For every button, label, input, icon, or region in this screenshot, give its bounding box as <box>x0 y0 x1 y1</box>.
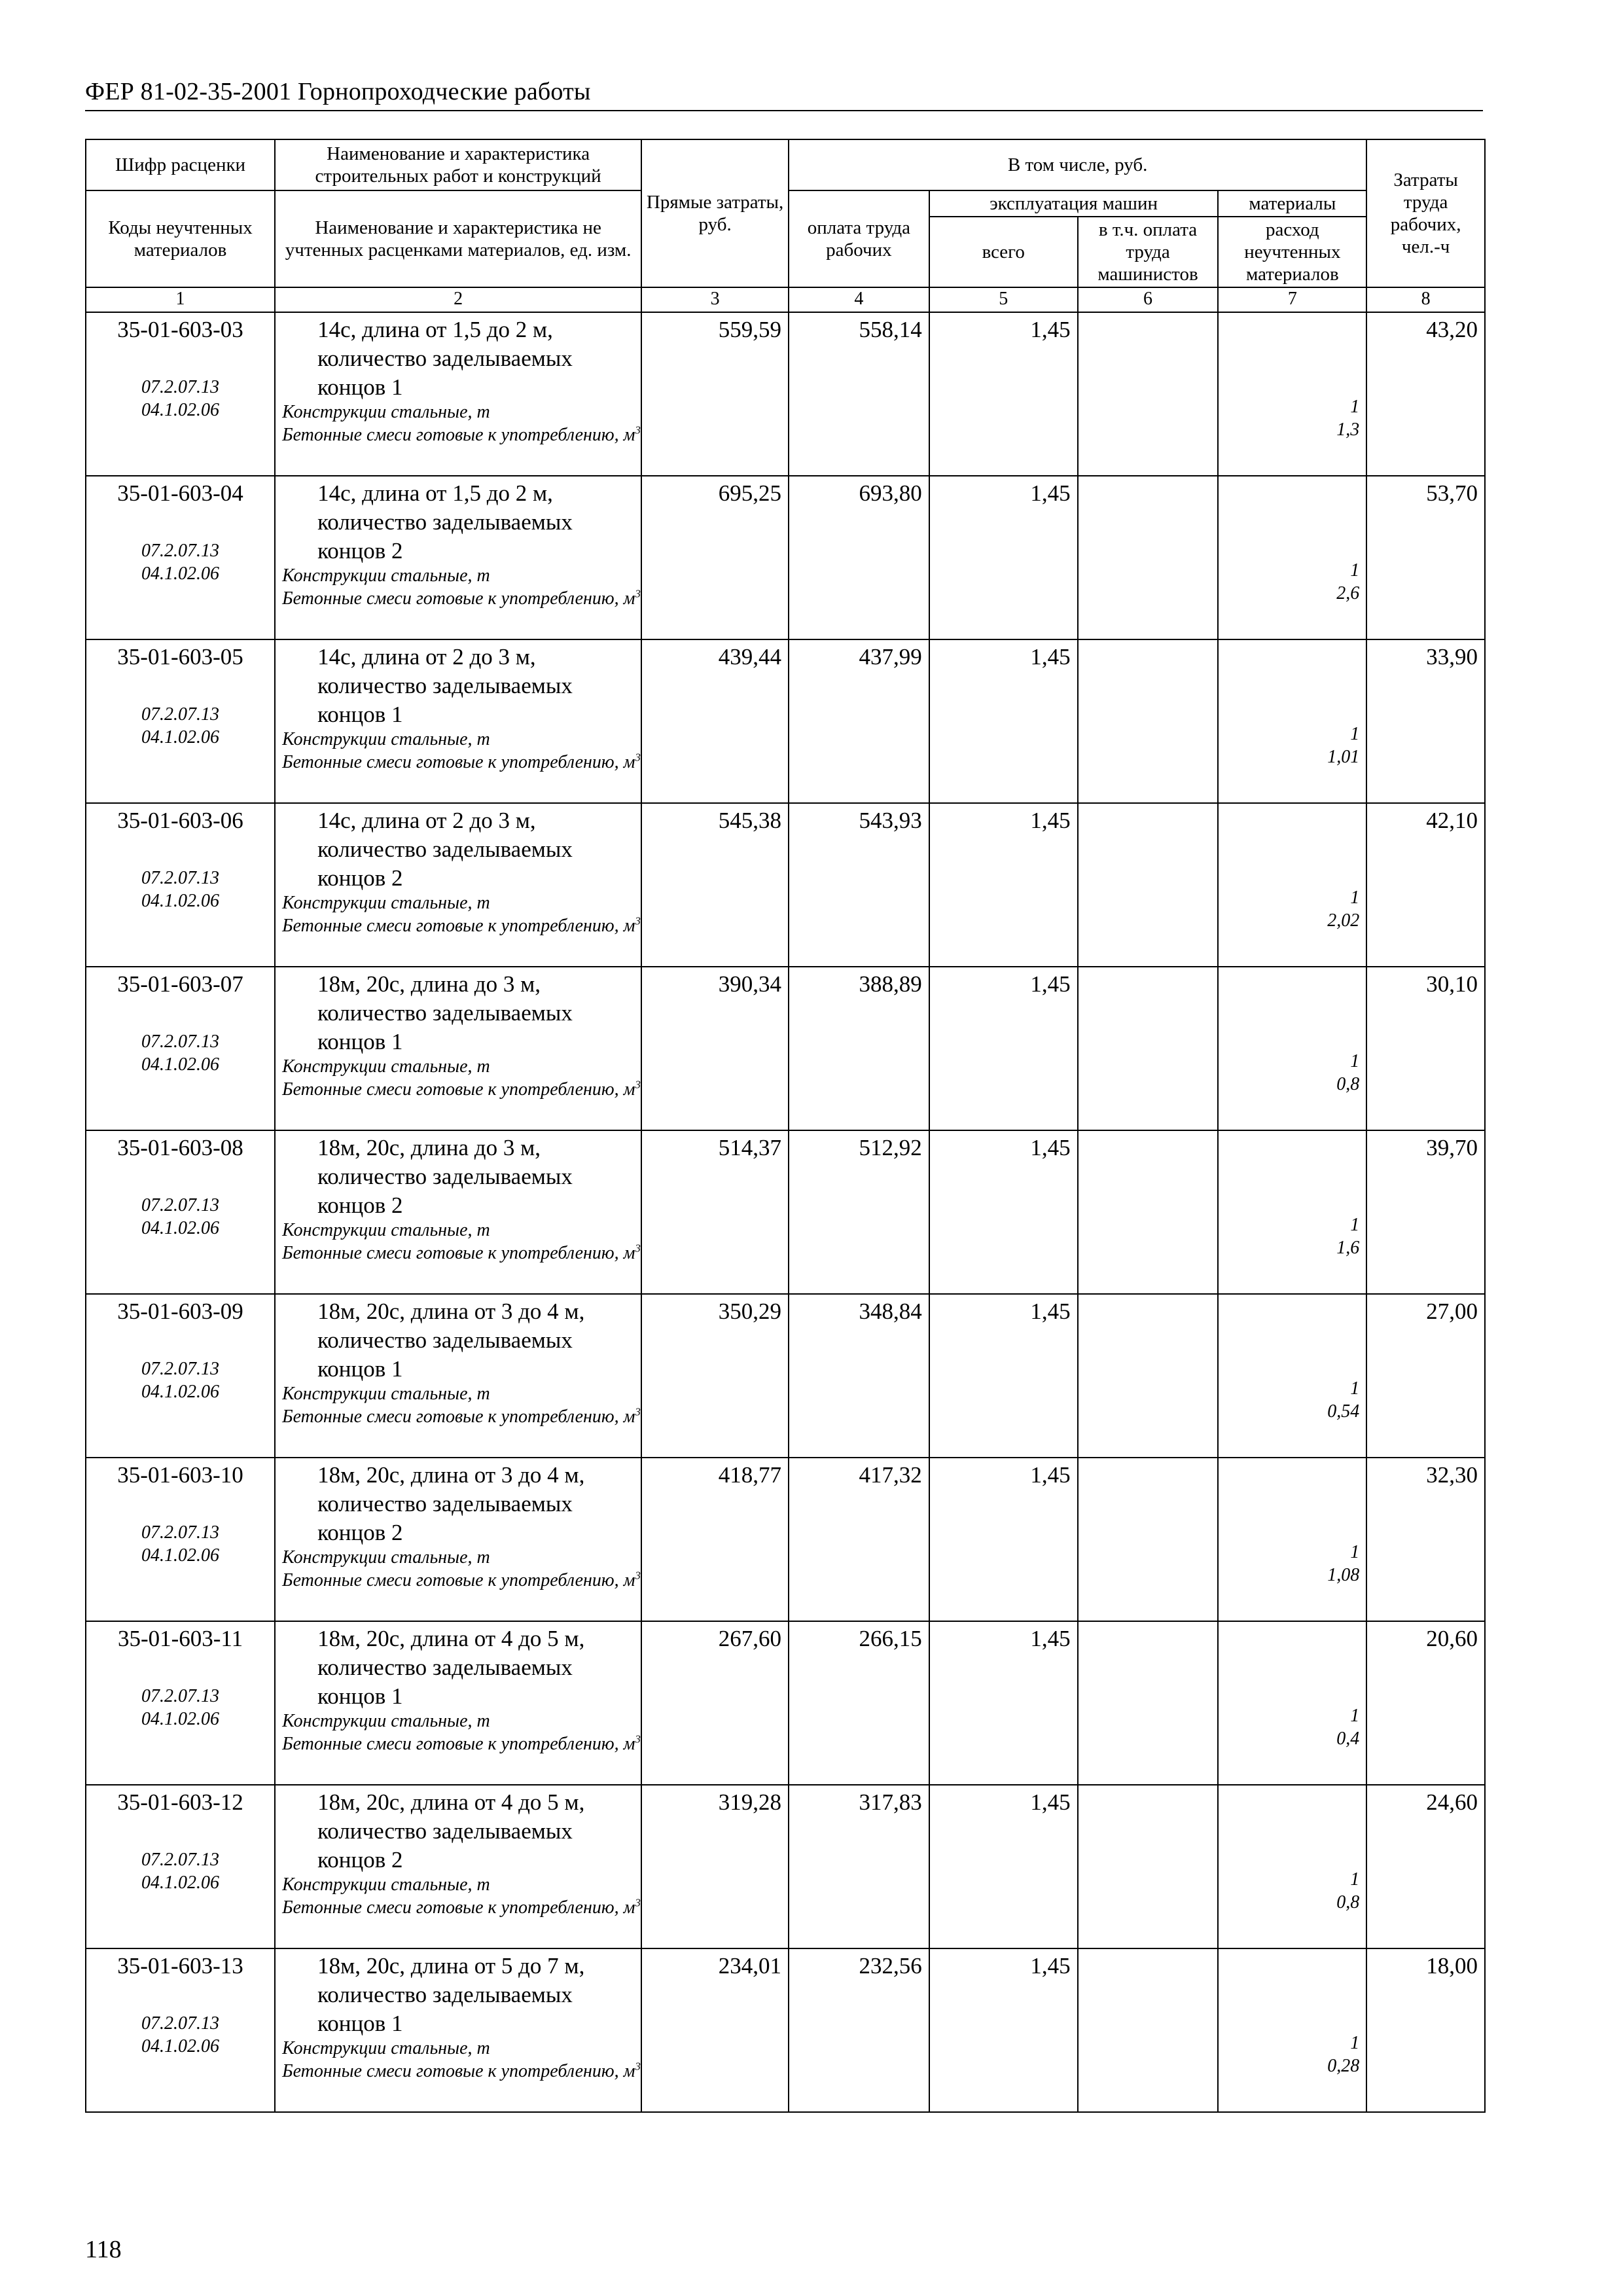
work-name: 14с, длина от 2 до 3 м, количество заделываемых концов 2 <box>317 808 573 891</box>
header-rule <box>85 110 1483 111</box>
material-name <box>282 728 641 751</box>
material-name-text: Бетонные смеси готовые к употреблению, м <box>282 425 635 445</box>
material-name-text: Бетонные смеси готовые к употреблению, м <box>282 1079 635 1100</box>
rate-code-cell <box>86 312 275 476</box>
unit-superscript: 3 <box>635 1242 641 1255</box>
material-code: 04.1.02.06 <box>141 400 220 420</box>
unit-superscript: 3 <box>635 1569 641 1582</box>
material-consumption-cell <box>1218 476 1366 639</box>
work-name: 18м, 20с, длина от 4 до 5 м, количество заделываемых концов 1 <box>317 1626 585 1709</box>
page-header: ФЕР 81-02-35-2001 Горнопроходческие работы <box>85 78 591 105</box>
material-quantity: 1,3 <box>1336 420 1360 440</box>
material-name <box>282 1242 641 1265</box>
labor-pay: 266,15 <box>789 1621 929 1785</box>
material-quantity: 0,8 <box>1336 1074 1360 1094</box>
material-quantity: 1 <box>1350 1215 1360 1235</box>
material-consumption-cell <box>1218 803 1366 967</box>
operators-pay <box>1078 1948 1219 2112</box>
unit-superscript: 3 <box>635 751 641 764</box>
operators-pay <box>1078 1621 1219 1785</box>
table-row <box>86 1294 1485 1458</box>
material-name <box>282 564 641 587</box>
material-name <box>282 891 641 914</box>
labor-pay: 543,93 <box>789 803 929 967</box>
material-code: 07.2.07.13 <box>141 704 220 725</box>
material-name-text: Бетонные смеси готовые к употреблению, м <box>282 1570 635 1590</box>
work-name-cell <box>275 1294 641 1458</box>
head-rate-code: Шифр расценки <box>86 139 275 190</box>
page-number: 118 <box>85 2236 122 2263</box>
material-name <box>282 2060 641 2083</box>
direct-costs: 319,28 <box>641 1785 789 1948</box>
work-name: 14с, длина от 1,5 до 2 м, количество заделываемых концов 1 <box>317 317 573 400</box>
table-row <box>86 312 1485 476</box>
head-labor-pay: оплата труда рабочих <box>789 190 929 287</box>
column-number: 4 <box>789 287 929 312</box>
head-operators-pay: в т.ч. оплата труда машинистов <box>1078 217 1219 287</box>
operators-pay <box>1078 1294 1219 1458</box>
rate-code-cell <box>86 1621 275 1785</box>
material-quantity: 2,02 <box>1327 910 1360 931</box>
unit-superscript: 3 <box>635 423 641 437</box>
labor-hours: 24,60 <box>1366 1785 1485 1948</box>
work-name-cell <box>275 803 641 967</box>
work-name: 14с, длина от 1,5 до 2 м, количество заделываемых концов 2 <box>317 480 573 564</box>
material-name-text: Конструкции стальные, т <box>282 1220 490 1240</box>
table-row <box>86 803 1485 967</box>
machines-total: 1,45 <box>929 1130 1078 1294</box>
material-name-text: Конструкции стальные, т <box>282 1874 490 1895</box>
material-quantity: 1 <box>1350 1869 1360 1890</box>
machines-total: 1,45 <box>929 1785 1078 1948</box>
material-code: 04.1.02.06 <box>141 1873 220 1893</box>
direct-costs: 545,38 <box>641 803 789 967</box>
direct-costs: 418,77 <box>641 1458 789 1621</box>
work-name-cell <box>275 1948 641 2112</box>
rate-code: 35-01-603-04 <box>117 480 243 506</box>
operators-pay <box>1078 1130 1219 1294</box>
work-name-cell <box>275 1458 641 1621</box>
machines-total: 1,45 <box>929 1294 1078 1458</box>
material-name-text: Конструкции стальные, т <box>282 2038 490 2058</box>
material-quantity: 1,01 <box>1327 747 1360 767</box>
labor-pay: 437,99 <box>789 639 929 803</box>
material-quantity: 0,28 <box>1327 2056 1360 2076</box>
rate-code: 35-01-603-11 <box>117 1626 243 1651</box>
material-quantity: 0,4 <box>1336 1729 1360 1749</box>
labor-pay: 693,80 <box>789 476 929 639</box>
labor-hours: 39,70 <box>1366 1130 1485 1294</box>
material-quantity: 1 <box>1350 1542 1360 1562</box>
material-consumption-cell <box>1218 1294 1366 1458</box>
material-name <box>282 751 641 774</box>
material-name-text: Конструкции стальные, т <box>282 1384 490 1404</box>
table-row <box>86 1458 1485 1621</box>
unit-superscript: 3 <box>635 1405 641 1418</box>
labor-pay: 558,14 <box>789 312 929 476</box>
material-quantity: 1 <box>1350 1378 1360 1399</box>
unit-superscript: 3 <box>635 1896 641 1909</box>
labor-hours: 33,90 <box>1366 639 1485 803</box>
material-quantity: 1,6 <box>1336 1238 1360 1258</box>
head-machines-total: всего <box>929 217 1078 287</box>
material-name <box>282 1078 641 1101</box>
table-body <box>86 312 1485 2112</box>
material-name <box>282 1546 641 1569</box>
work-name: 18м, 20с, длина до 3 м, количество заделываемых концов 1 <box>317 971 573 1054</box>
direct-costs: 234,01 <box>641 1948 789 2112</box>
work-name-cell <box>275 1621 641 1785</box>
material-consumption-cell <box>1218 1785 1366 1948</box>
material-quantity: 0,54 <box>1327 1401 1360 1422</box>
labor-pay: 388,89 <box>789 967 929 1130</box>
table-row <box>86 967 1485 1130</box>
rate-code-cell <box>86 1458 275 1621</box>
work-name-cell <box>275 312 641 476</box>
material-consumption-cell <box>1218 1621 1366 1785</box>
column-number: 1 <box>86 287 275 312</box>
rate-code-cell <box>86 967 275 1130</box>
head-work-name: Наименование и характеристика строительных работ и конструкций <box>275 139 641 190</box>
labor-pay: 512,92 <box>789 1130 929 1294</box>
rate-code-cell <box>86 639 275 803</box>
work-name: 18м, 20с, длина от 5 до 7 м, количество заделываемых концов 1 <box>317 1953 585 2036</box>
material-quantity: 1 <box>1350 724 1360 744</box>
material-name-text: Бетонные смеси готовые к употреблению, м <box>282 1734 635 1754</box>
machines-total: 1,45 <box>929 803 1078 967</box>
operators-pay <box>1078 312 1219 476</box>
material-code: 07.2.07.13 <box>141 377 220 397</box>
material-name <box>282 1732 641 1755</box>
table-head <box>86 139 1485 312</box>
labor-hours: 30,10 <box>1366 967 1485 1130</box>
work-name-cell <box>275 639 641 803</box>
rate-code-cell <box>86 476 275 639</box>
material-name-text: Конструкции стальные, т <box>282 1711 490 1731</box>
price-table <box>85 139 1486 2113</box>
work-name: 18м, 20с, длина до 3 м, количество заделываемых концов 2 <box>317 1135 573 1218</box>
material-quantity: 0,8 <box>1336 1892 1360 1912</box>
direct-costs: 267,60 <box>641 1621 789 1785</box>
material-name <box>282 1219 641 1242</box>
head-labor-hours: Затраты труда рабочих, чел.-ч <box>1366 139 1485 287</box>
work-name: 18м, 20с, длина от 3 до 4 м, количество заделываемых концов 1 <box>317 1299 585 1382</box>
unit-superscript: 3 <box>635 1078 641 1091</box>
material-name <box>282 1873 641 1896</box>
material-consumption-cell <box>1218 1130 1366 1294</box>
work-name-cell <box>275 1785 641 1948</box>
head-material-consumption: расход неучтенных материалов <box>1218 217 1366 287</box>
machines-total: 1,45 <box>929 312 1078 476</box>
labor-hours: 32,30 <box>1366 1458 1485 1621</box>
operators-pay <box>1078 1458 1219 1621</box>
material-name <box>282 1382 641 1405</box>
work-name: 18м, 20с, длина от 3 до 4 м, количество заделываемых концов 2 <box>317 1462 585 1545</box>
rate-code: 35-01-603-13 <box>117 1953 243 1979</box>
material-quantity: 1,08 <box>1327 1565 1360 1585</box>
work-name-cell <box>275 476 641 639</box>
material-code: 07.2.07.13 <box>141 2013 220 2034</box>
head-including: В том числе, руб. <box>789 139 1366 190</box>
column-number: 5 <box>929 287 1078 312</box>
table-row <box>86 476 1485 639</box>
material-consumption-cell <box>1218 312 1366 476</box>
material-quantity: 1 <box>1350 1706 1360 1726</box>
material-name-text: Конструкции стальные, т <box>282 402 490 422</box>
material-name-text: Бетонные смеси готовые к употреблению, м <box>282 1897 635 1918</box>
rate-code: 35-01-603-06 <box>117 808 243 833</box>
rate-code-cell <box>86 1294 275 1458</box>
material-code: 04.1.02.06 <box>141 1382 220 1402</box>
material-name <box>282 401 641 423</box>
material-code: 04.1.02.06 <box>141 564 220 584</box>
column-number: 7 <box>1218 287 1366 312</box>
material-code: 07.2.07.13 <box>141 1195 220 1215</box>
material-quantity: 1 <box>1350 397 1360 417</box>
table-row <box>86 1130 1485 1294</box>
rate-code: 35-01-603-09 <box>117 1299 243 1324</box>
labor-hours: 43,20 <box>1366 312 1485 476</box>
labor-pay: 317,83 <box>789 1785 929 1948</box>
material-name <box>282 2037 641 2060</box>
labor-hours: 20,60 <box>1366 1621 1485 1785</box>
table-row <box>86 1948 1485 2112</box>
work-name-cell <box>275 1130 641 1294</box>
machines-total: 1,45 <box>929 639 1078 803</box>
machines-total: 1,45 <box>929 1621 1078 1785</box>
operators-pay <box>1078 476 1219 639</box>
table-row <box>86 1785 1485 1948</box>
rate-code-cell <box>86 1948 275 2112</box>
material-name-text: Бетонные смеси готовые к употреблению, м <box>282 916 635 936</box>
rate-code: 35-01-603-10 <box>117 1462 243 1488</box>
material-name-text: Бетонные смеси готовые к употреблению, м <box>282 2061 635 2081</box>
material-name <box>282 587 641 610</box>
operators-pay <box>1078 639 1219 803</box>
labor-pay: 232,56 <box>789 1948 929 2112</box>
material-consumption-cell <box>1218 1948 1366 2112</box>
table-row <box>86 639 1485 803</box>
head-direct-costs: Прямые затраты, руб. <box>641 139 789 287</box>
material-quantity: 1 <box>1350 560 1360 581</box>
labor-hours: 18,00 <box>1366 1948 1485 2112</box>
material-name-text: Конструкции стальные, т <box>282 1547 490 1568</box>
rate-code-cell <box>86 1130 275 1294</box>
material-name-text: Конструкции стальные, т <box>282 729 490 749</box>
material-name-text: Конструкции стальные, т <box>282 893 490 913</box>
material-name-text: Бетонные смеси готовые к употреблению, м <box>282 752 635 772</box>
column-number: 8 <box>1366 287 1485 312</box>
material-name-text: Бетонные смеси готовые к употреблению, м <box>282 1243 635 1263</box>
material-code: 07.2.07.13 <box>141 1850 220 1870</box>
material-code: 07.2.07.13 <box>141 1686 220 1706</box>
direct-costs: 439,44 <box>641 639 789 803</box>
column-number: 6 <box>1078 287 1219 312</box>
material-code: 04.1.02.06 <box>141 891 220 911</box>
material-name <box>282 423 641 446</box>
material-name <box>282 1055 641 1078</box>
material-consumption-cell <box>1218 639 1366 803</box>
rate-code: 35-01-603-03 <box>117 317 243 342</box>
machines-total: 1,45 <box>929 1458 1078 1621</box>
material-code: 04.1.02.06 <box>141 727 220 747</box>
material-name-text: Бетонные смеси готовые к употреблению, м <box>282 1407 635 1427</box>
labor-hours: 42,10 <box>1366 803 1485 967</box>
material-code: 07.2.07.13 <box>141 1359 220 1379</box>
material-code: 07.2.07.13 <box>141 1522 220 1543</box>
head-material-names: Наименование и характеристика не учтенных расценками материалов, ед. изм. <box>275 190 641 287</box>
head-material-codes: Коды неучтенных материалов <box>86 190 275 287</box>
work-name-cell <box>275 967 641 1130</box>
unit-superscript: 3 <box>635 914 641 927</box>
material-code: 04.1.02.06 <box>141 1545 220 1566</box>
rate-code-cell <box>86 1785 275 1948</box>
material-name-text: Конструкции стальные, т <box>282 565 490 586</box>
labor-pay: 417,32 <box>789 1458 929 1621</box>
work-name: 18м, 20с, длина от 4 до 5 м, количество заделываемых концов 2 <box>317 1789 585 1873</box>
operators-pay <box>1078 967 1219 1130</box>
machines-total: 1,45 <box>929 967 1078 1130</box>
head-machines: эксплуатация машин <box>929 190 1219 217</box>
unit-superscript: 3 <box>635 1732 641 1746</box>
material-code: 04.1.02.06 <box>141 1218 220 1238</box>
machines-total: 1,45 <box>929 1948 1078 2112</box>
direct-costs: 514,37 <box>641 1130 789 1294</box>
direct-costs: 695,25 <box>641 476 789 639</box>
column-numbers-row <box>86 287 1485 312</box>
table-row <box>86 1621 1485 1785</box>
direct-costs: 350,29 <box>641 1294 789 1458</box>
rate-code: 35-01-603-05 <box>117 644 243 670</box>
material-quantity: 2,6 <box>1336 583 1360 603</box>
labor-pay: 348,84 <box>789 1294 929 1458</box>
rate-code-cell <box>86 803 275 967</box>
material-consumption-cell <box>1218 967 1366 1130</box>
rate-code: 35-01-603-08 <box>117 1135 243 1160</box>
material-name <box>282 1710 641 1732</box>
operators-pay <box>1078 803 1219 967</box>
head-materials: материалы <box>1218 190 1366 217</box>
material-name-text: Конструкции стальные, т <box>282 1056 490 1077</box>
material-quantity: 1 <box>1350 1051 1360 1071</box>
material-code: 07.2.07.13 <box>141 868 220 888</box>
direct-costs: 559,59 <box>641 312 789 476</box>
operators-pay <box>1078 1785 1219 1948</box>
column-number: 2 <box>275 287 641 312</box>
material-name <box>282 914 641 937</box>
material-quantity: 1 <box>1350 888 1360 908</box>
direct-costs: 390,34 <box>641 967 789 1130</box>
work-name: 14с, длина от 2 до 3 м, количество заделываемых концов 1 <box>317 644 573 727</box>
material-code: 04.1.02.06 <box>141 1709 220 1729</box>
unit-superscript: 3 <box>635 587 641 600</box>
material-name-text: Бетонные смеси готовые к употреблению, м <box>282 588 635 609</box>
labor-hours: 27,00 <box>1366 1294 1485 1458</box>
material-quantity: 1 <box>1350 2033 1360 2053</box>
material-code: 04.1.02.06 <box>141 1054 220 1075</box>
material-code: 07.2.07.13 <box>141 541 220 561</box>
material-consumption-cell <box>1218 1458 1366 1621</box>
rate-code: 35-01-603-12 <box>117 1789 243 1815</box>
material-name <box>282 1569 641 1592</box>
material-code: 07.2.07.13 <box>141 1031 220 1052</box>
unit-superscript: 3 <box>635 2060 641 2073</box>
rate-code: 35-01-603-07 <box>117 971 243 997</box>
material-name <box>282 1896 641 1919</box>
labor-hours: 53,70 <box>1366 476 1485 639</box>
material-code: 04.1.02.06 <box>141 2036 220 2056</box>
material-name <box>282 1405 641 1428</box>
column-number: 3 <box>641 287 789 312</box>
machines-total: 1,45 <box>929 476 1078 639</box>
